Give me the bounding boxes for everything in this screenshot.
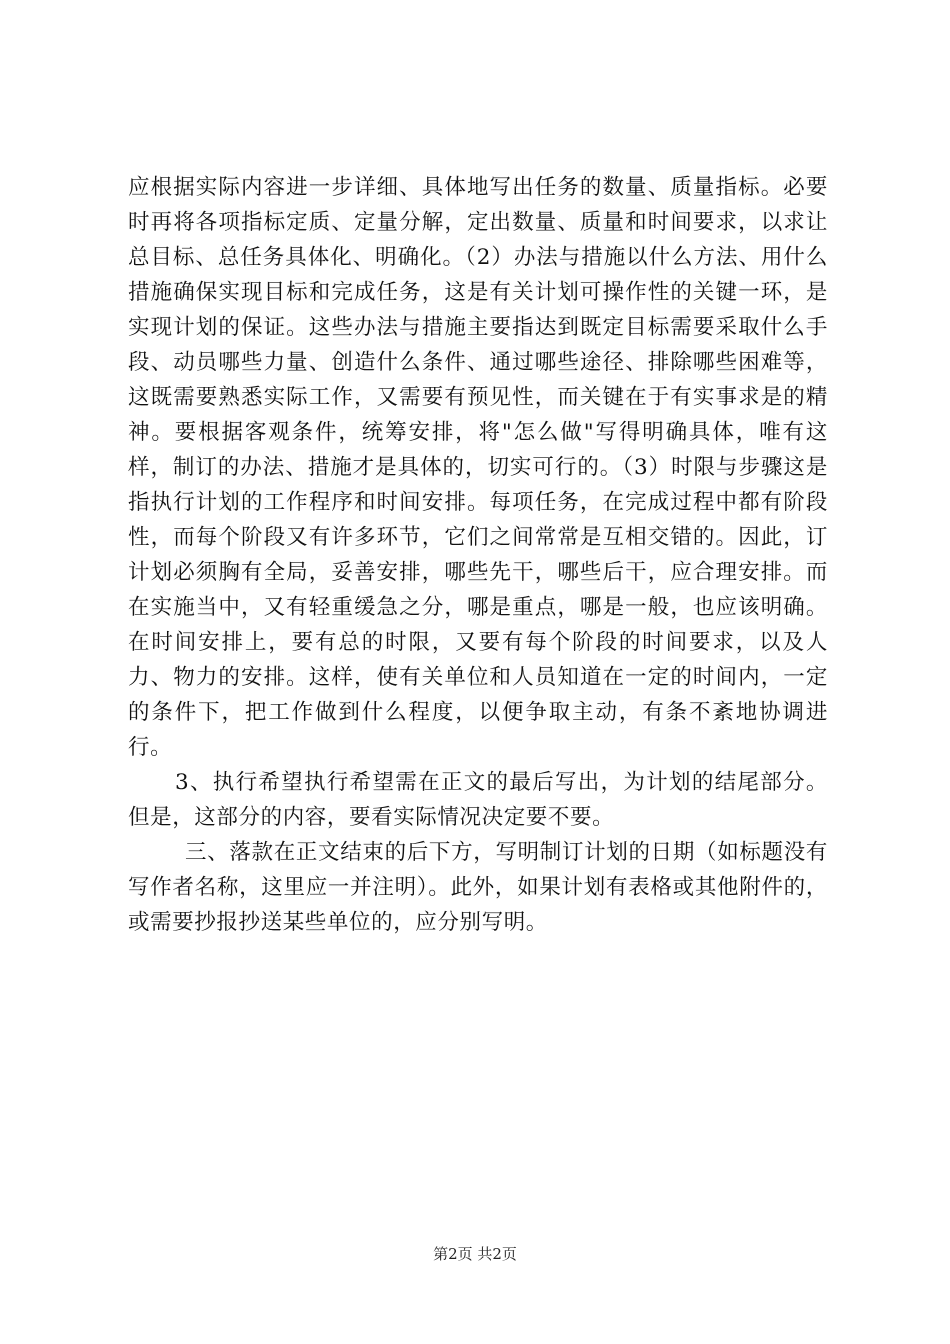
page-number-footer: 第2页 共2页 [433, 1245, 517, 1263]
paragraph-execution-hope: 3、执行希望执行希望需在正文的最后写出，为计划的结尾部分。但是，这部分的内容，要看实际情况决定要不要。 [128, 770, 828, 830]
paragraph-continuation: 应根据实际内容进一步详细、具体地写出任务的数量、质量指标。必要时再将各项指标定质、定量分解，定出数量、质量和时间要求，以求让总目标、总任务具体化、明确化。（2）办法与措施以什么方法、用什么措施确保实现目标和完成任务，这是有关计划可操作性的关键一环，是实现计划的保证。这些办法与措施主要指达到既定目标需要采取什么手段、动员哪些力量、创造什么条件、通过哪些途径、排除哪些困难等，这既需要熟悉实际工作，又需要有预见性，而关键在于有实事求是的精神。要根据客观条件，统筹安排，将"怎么做"写得明确具体，唯有这样，制订的办法、措施才是具体的，切实可行的。（3）时限与步骤这是指执行计划的工作程序和时间安排。每项任务，在完成过程中都有阶段性，而每个阶段又有许多环节，它们之间常常是互相交错的。因此，订计划必须胸有全局，妥善安排，哪些先干，哪些后干，应合理安排。而在实施当中，又有轻重缓急之分，哪是重点，哪是一般，也应该明确。在时间安排上，要有总的时限，又要有每个阶段的时间要求，以及人力、物力的安排。这样，使有关单位和人员知道在一定的时间内，一定的条件下，把工作做到什么程度，以便争取主动，有条不紊地协调进行。 [128, 175, 828, 760]
document-body [128, 170, 828, 940]
paragraph-signature-section: 三、落款在正文结束的后下方，写明制订计划的日期（如标题没有写作者名称，这里应一并注明）。此外，如果计划有表格或其他附件的，或需要抄报抄送某些单位的，应分别写明。 [128, 840, 828, 935]
